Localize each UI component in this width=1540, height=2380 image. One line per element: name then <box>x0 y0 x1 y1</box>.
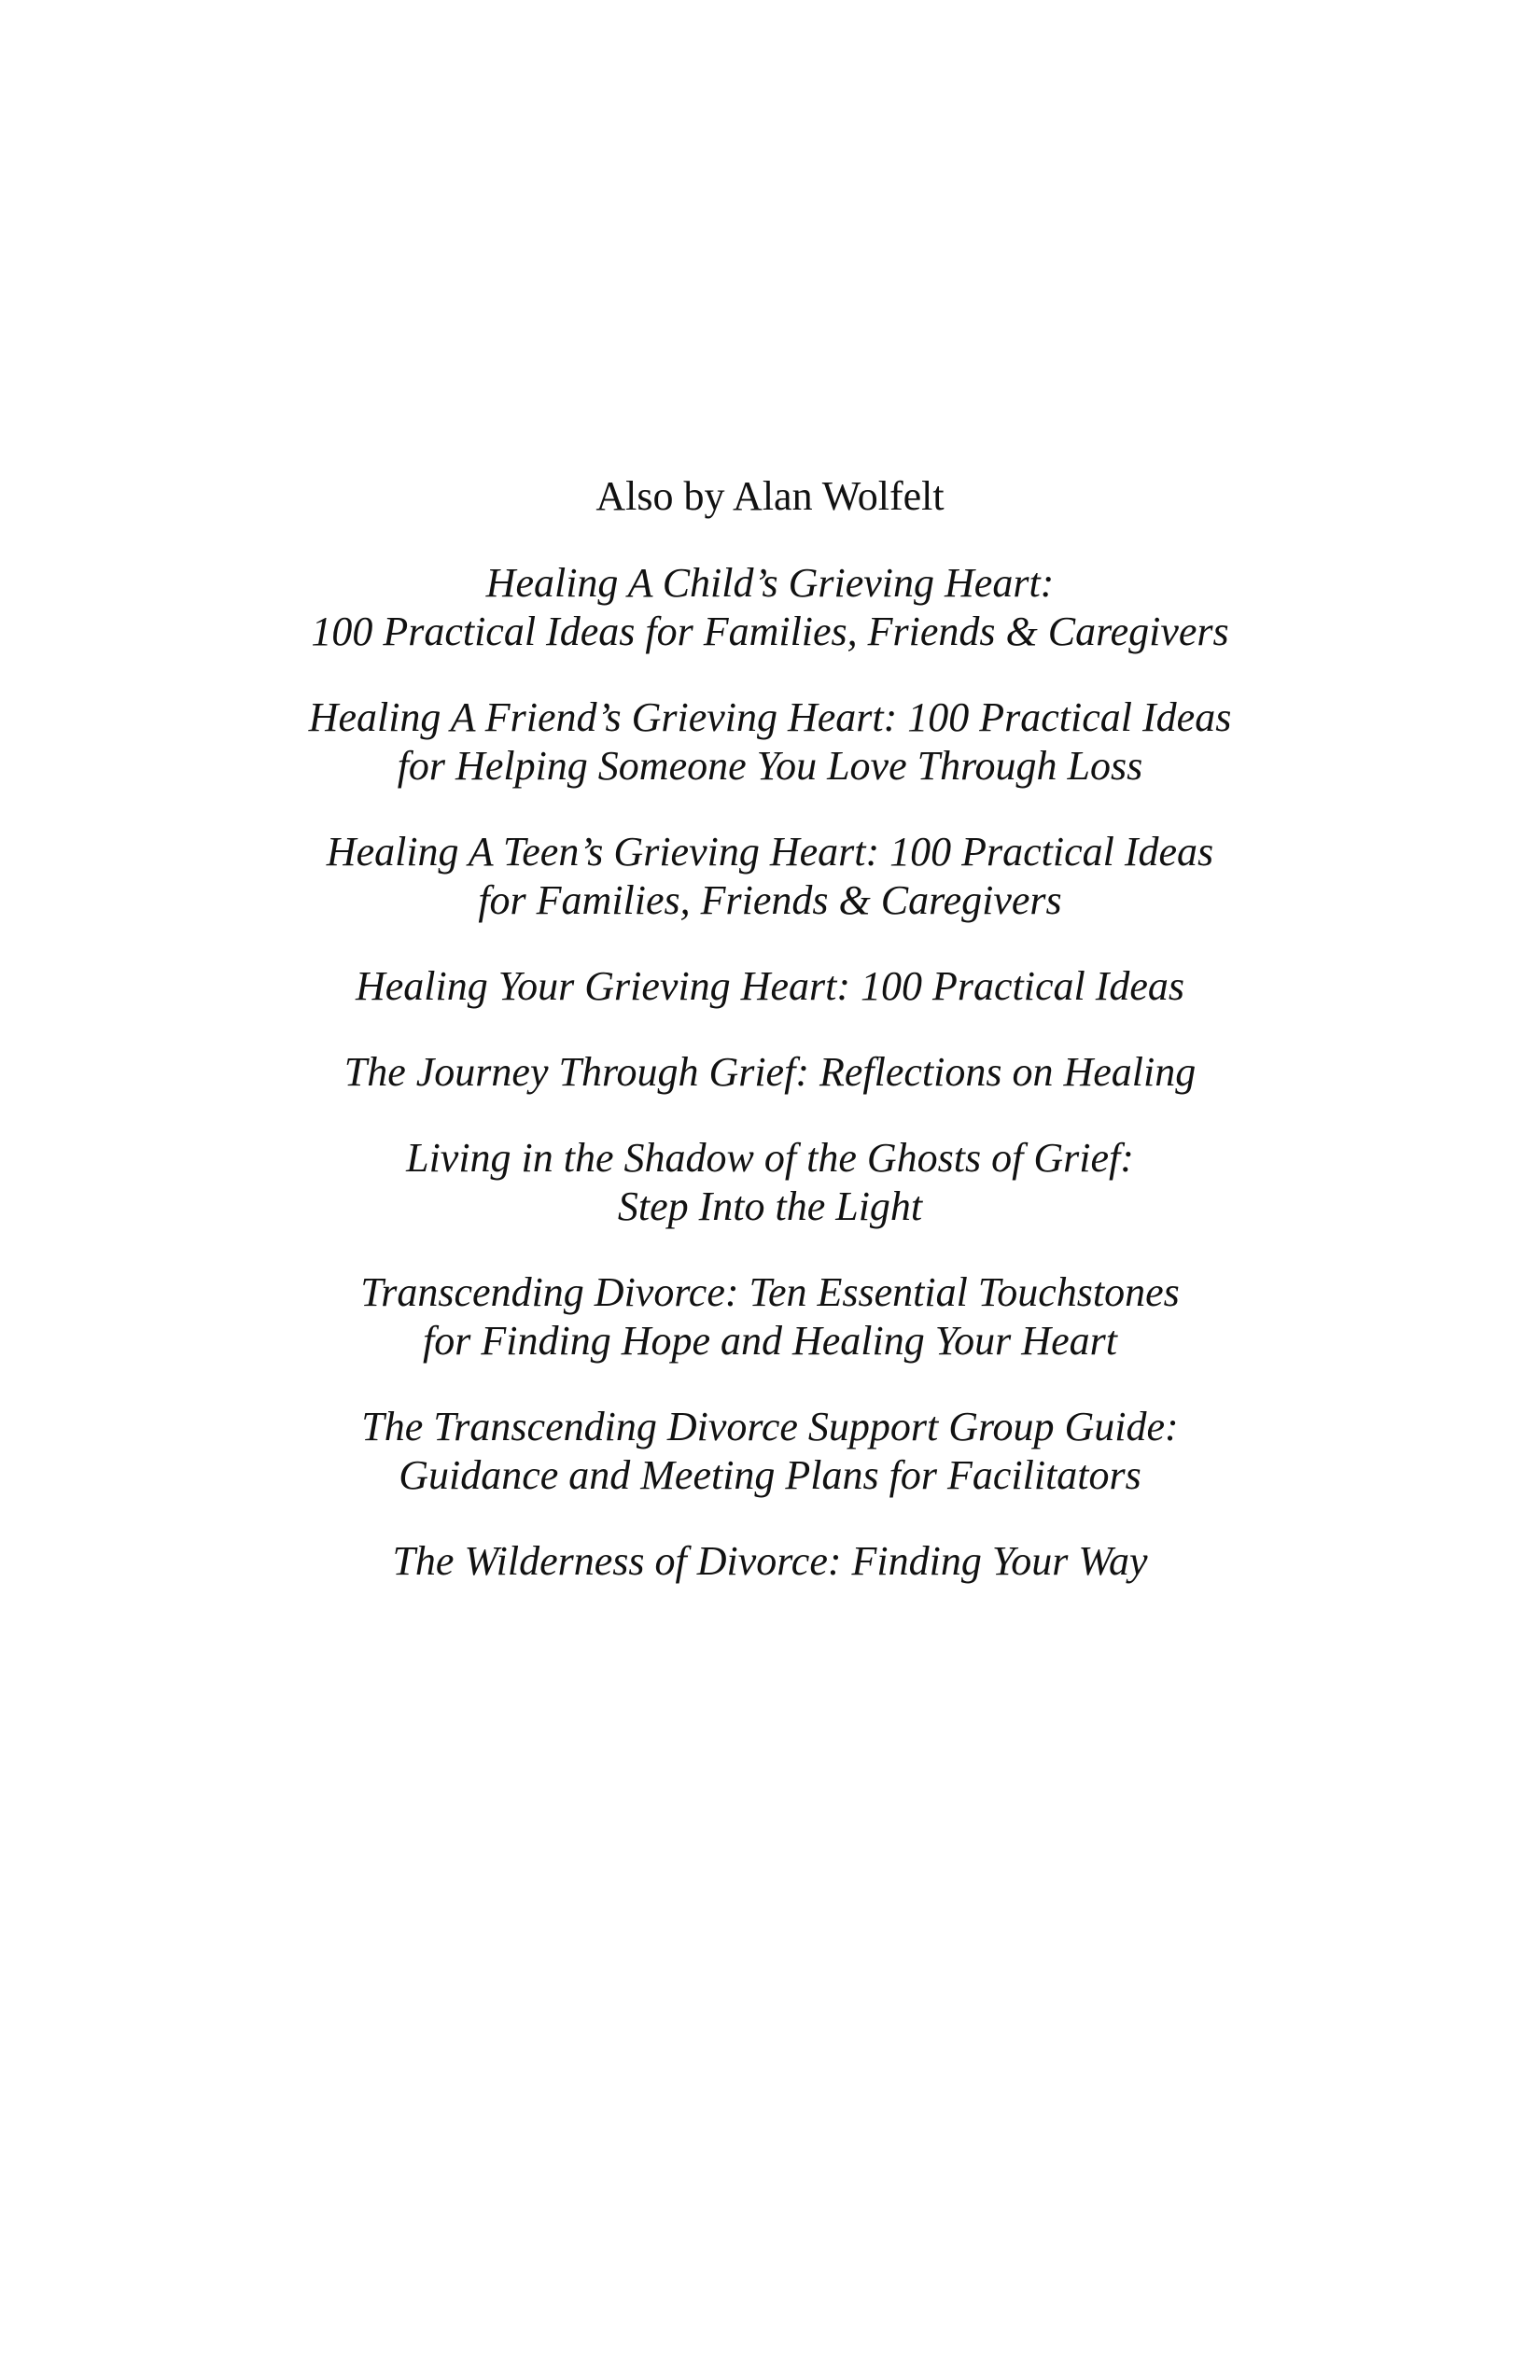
book-title-line: The Transcending Divorce Support Group Guide: <box>361 1404 1179 1449</box>
book-title <box>0 1537 1540 1586</box>
book-title-line: Healing A Friend’s Grieving Heart: 100 Practical Ideas <box>308 694 1232 740</box>
book-title-line: Guidance and Meeting Plans for Facilitators <box>399 1452 1141 1498</box>
book-title <box>0 828 1540 925</box>
book-title-line: Healing A Teen’s Grieving Heart: 100 Practical Ideas <box>326 829 1214 875</box>
page-heading: Also by Alan Wolfelt <box>595 473 945 519</box>
book-title-line: for Finding Hope and Healing Your Heart <box>423 1318 1117 1364</box>
book-title-line: Step Into the Light <box>617 1183 923 1229</box>
book-title <box>0 1268 1540 1365</box>
book-title-line: for Helping Someone You Love Through Loss <box>397 743 1143 789</box>
book-title <box>0 962 1540 1011</box>
book-title-line: Healing A Child’s Grieving Heart: <box>485 560 1055 606</box>
book-title-line: Living in the Shadow of the Ghosts of Grief: <box>406 1135 1134 1181</box>
book-title-line: The Wilderness of Divorce: Finding Your Way <box>392 1538 1148 1584</box>
also-by-section <box>0 471 1540 1623</box>
book-title-line: The Journey Through Grief: Reflections on Healing <box>343 1049 1197 1095</box>
book-title <box>0 1403 1540 1500</box>
book-title <box>0 1134 1540 1231</box>
book-title <box>0 693 1540 791</box>
book-title <box>0 559 1540 656</box>
book-title-line: Transcending Divorce: Ten Essential Touchstones <box>360 1269 1180 1315</box>
book-title-line: Healing Your Grieving Heart: 100 Practical Ideas <box>355 963 1185 1009</box>
book-title-line: for Families, Friends & Caregivers <box>478 877 1062 923</box>
book-list <box>0 559 1540 1586</box>
book-title <box>0 1048 1540 1097</box>
book-title-line: 100 Practical Ideas for Families, Friends & Caregivers <box>311 609 1229 654</box>
